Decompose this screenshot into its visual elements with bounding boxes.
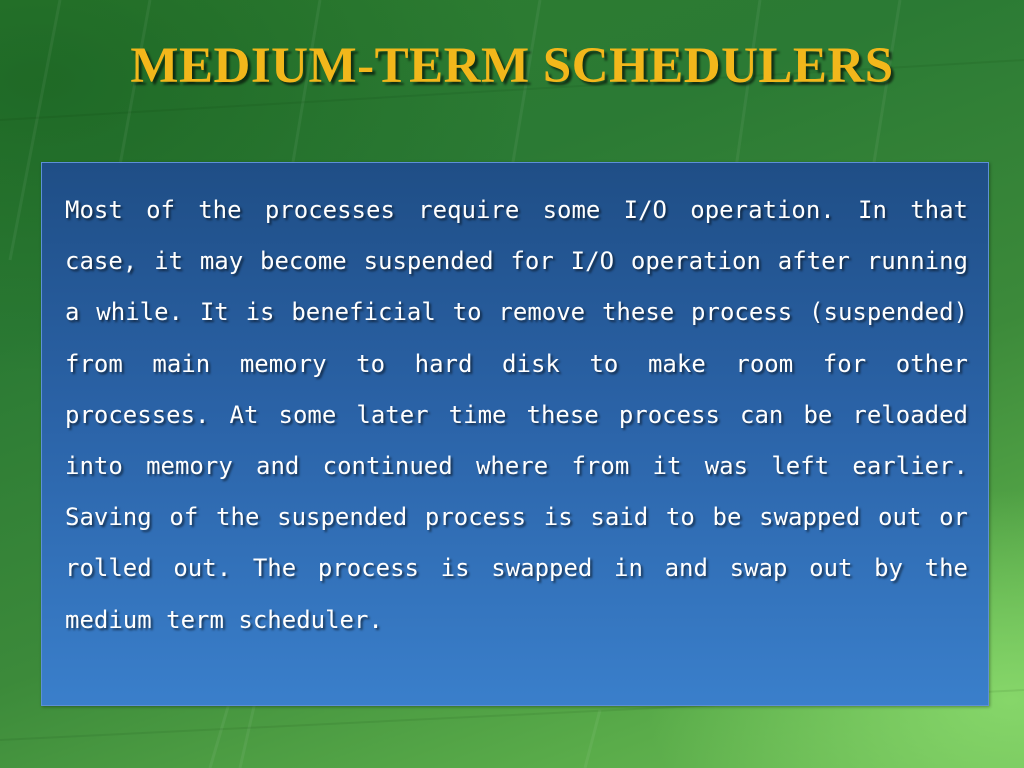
slide-title: MEDIUM-TERM SCHEDULERS bbox=[130, 38, 894, 94]
content-box bbox=[41, 162, 989, 706]
body-paragraph: Most of the processes require some I/O operation. In that case, it may become suspended for I/O operation after running a while. It is beneficial to remove these process (suspended) from main memory to hard disk to make room for other processes. At some later time these process can be reloaded into memory and continued where from it was left earlier. Saving of the suspended process is said to be swapped out or rolled out. The process is swapped in and swap out by the medium term scheduler. bbox=[65, 196, 968, 634]
